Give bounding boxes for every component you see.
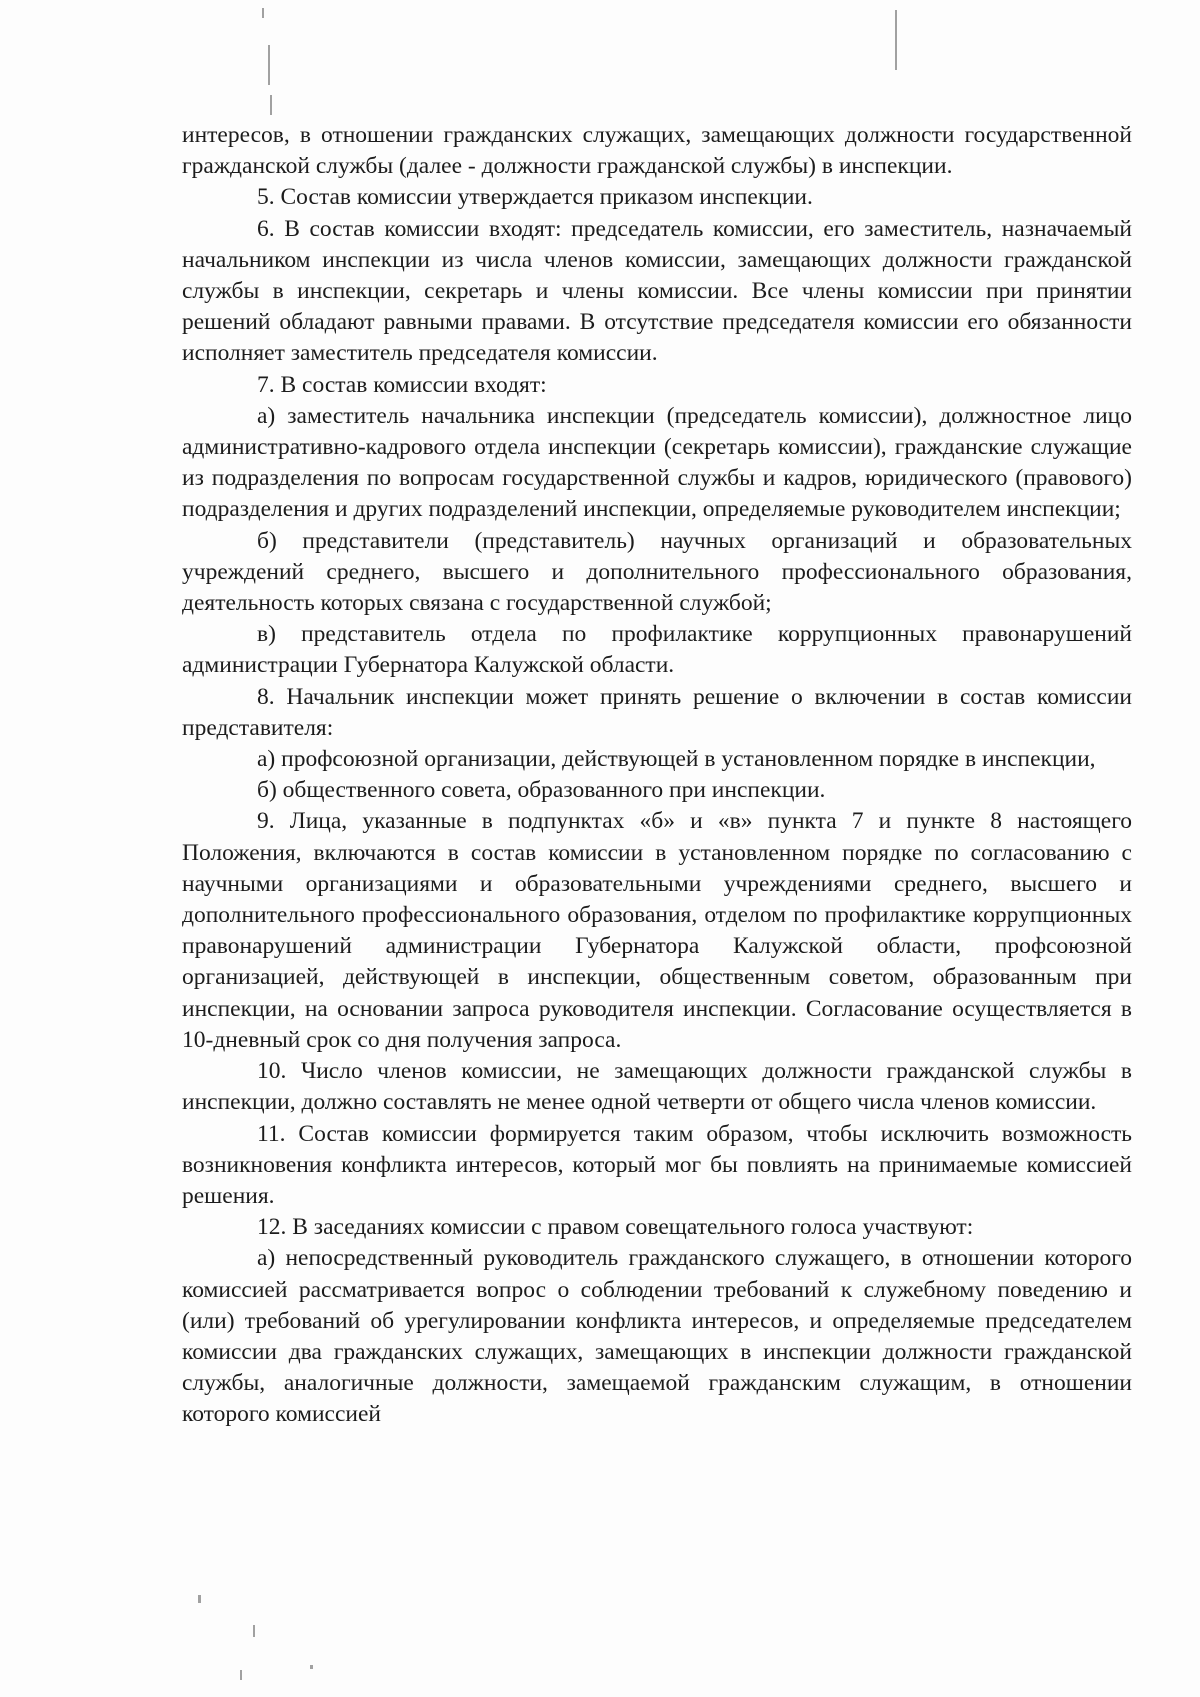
scan-speck — [198, 1595, 201, 1603]
scan-speck — [270, 95, 272, 115]
paragraph-7: 7. В состав комиссии входят: — [257, 371, 547, 398]
paragraph-11: 11. Состав комиссии формируется таким образом, чтобы исключить возможность возникновения конфликта интересов, который мог бы повлиять на принимаемые комиссией решения. — [182, 1120, 1132, 1209]
paragraph-8b: б) общественного совета, образованного при инспекции. — [257, 777, 826, 804]
paragraph-10: 10. Число членов комиссии, не замещающих должности гражданской службы в инспекции, должно составлять не менее одной четверти от общего числа членов комиссии. — [182, 1058, 1132, 1116]
paragraph-6: 6. В состав комиссии входят: председатель комиссии, его заместитель, назначаемый начальником инспекции из числа членов комиссии, замещающих должности гражданской службы в инспекции, секретарь и члены комиссии. Все члены комиссии при принятии решений обладают равными правами. В отсутствие председателя комиссии его обязанности исполняет заместитель председателя комиссии. — [182, 215, 1132, 367]
scan-speck — [895, 10, 897, 70]
paragraph-8a: а) профсоюзной организации, действующей в установленном порядке в инспекции, — [257, 746, 1096, 773]
paragraph-intro: интересов, в отношении гражданских служащих, замещающих должности государственной гражданской службы (далее - должности гражданской службы) в инспекции. — [182, 122, 1132, 180]
paragraph-7a: а) заместитель начальника инспекции (председатель комиссии), должностное лицо административно-кадрового отдела инспекции (секретарь комиссии), гражданские служащие из подразделения по вопросам государственной службы и кадров, юридического (правового) подразделения и других подразделений инспекции, определяемые руководителем инспекции; — [182, 402, 1132, 523]
paragraph-5: 5. Состав комиссии утверждается приказом инспекции. — [257, 184, 813, 211]
scan-speck — [310, 1665, 313, 1669]
document-body — [182, 120, 1132, 1431]
scan-speck — [253, 1625, 255, 1637]
paragraph-8: 8. Начальник инспекции может принять решение о включении в состав комиссии представителя: — [182, 683, 1132, 741]
scan-speck — [268, 45, 270, 85]
scan-speck — [240, 1670, 242, 1680]
paragraph-9: 9. Лица, указанные в подпунктах «б» и «в» пункта 7 и пункте 8 настоящего Положения, включаются в состав комиссии в установленном порядке по согласованию с научными организациями и образовательными учреждениями среднего, высшего и дополнительного профессионального образования, отделом по профилактике коррупционных правонарушений администрации Губернатора Калужской области, профсоюзной организацией, действующей в инспекции, общественным советом, образованным при инспекции, на основании запроса руководителя инспекции. Согласование осуществляется в 10-дневный срок со дня получения запроса. — [182, 808, 1132, 1053]
paragraph-12: 12. В заседаниях комиссии с правом совещательного голоса участвуют: — [257, 1214, 974, 1241]
paragraph-7b: б) представители (представитель) научных организаций и образовательных учреждений среднего, высшего и дополнительного профессионального образования, деятельность которых связана с государственной службой; — [182, 527, 1132, 617]
paragraph-7c: в) представитель отдела по профилактике коррупционных правонарушений администрации Губернатора Калужской области. — [182, 621, 1132, 679]
scan-speck — [262, 8, 264, 18]
paragraph-12a: а) непосредственный руководитель гражданского служащего, в отношении которого комиссией рассматривается вопрос о соблюдении требований к служебному поведению и (или) требований об урегулировании конфликта интересов, и определяемые председателем комиссии два гражданских служащих, замещающих в инспекции должности гражданской службы, аналогичные должности, замещаемой гражданским служащим, в отношении которого комиссией — [182, 1245, 1132, 1428]
